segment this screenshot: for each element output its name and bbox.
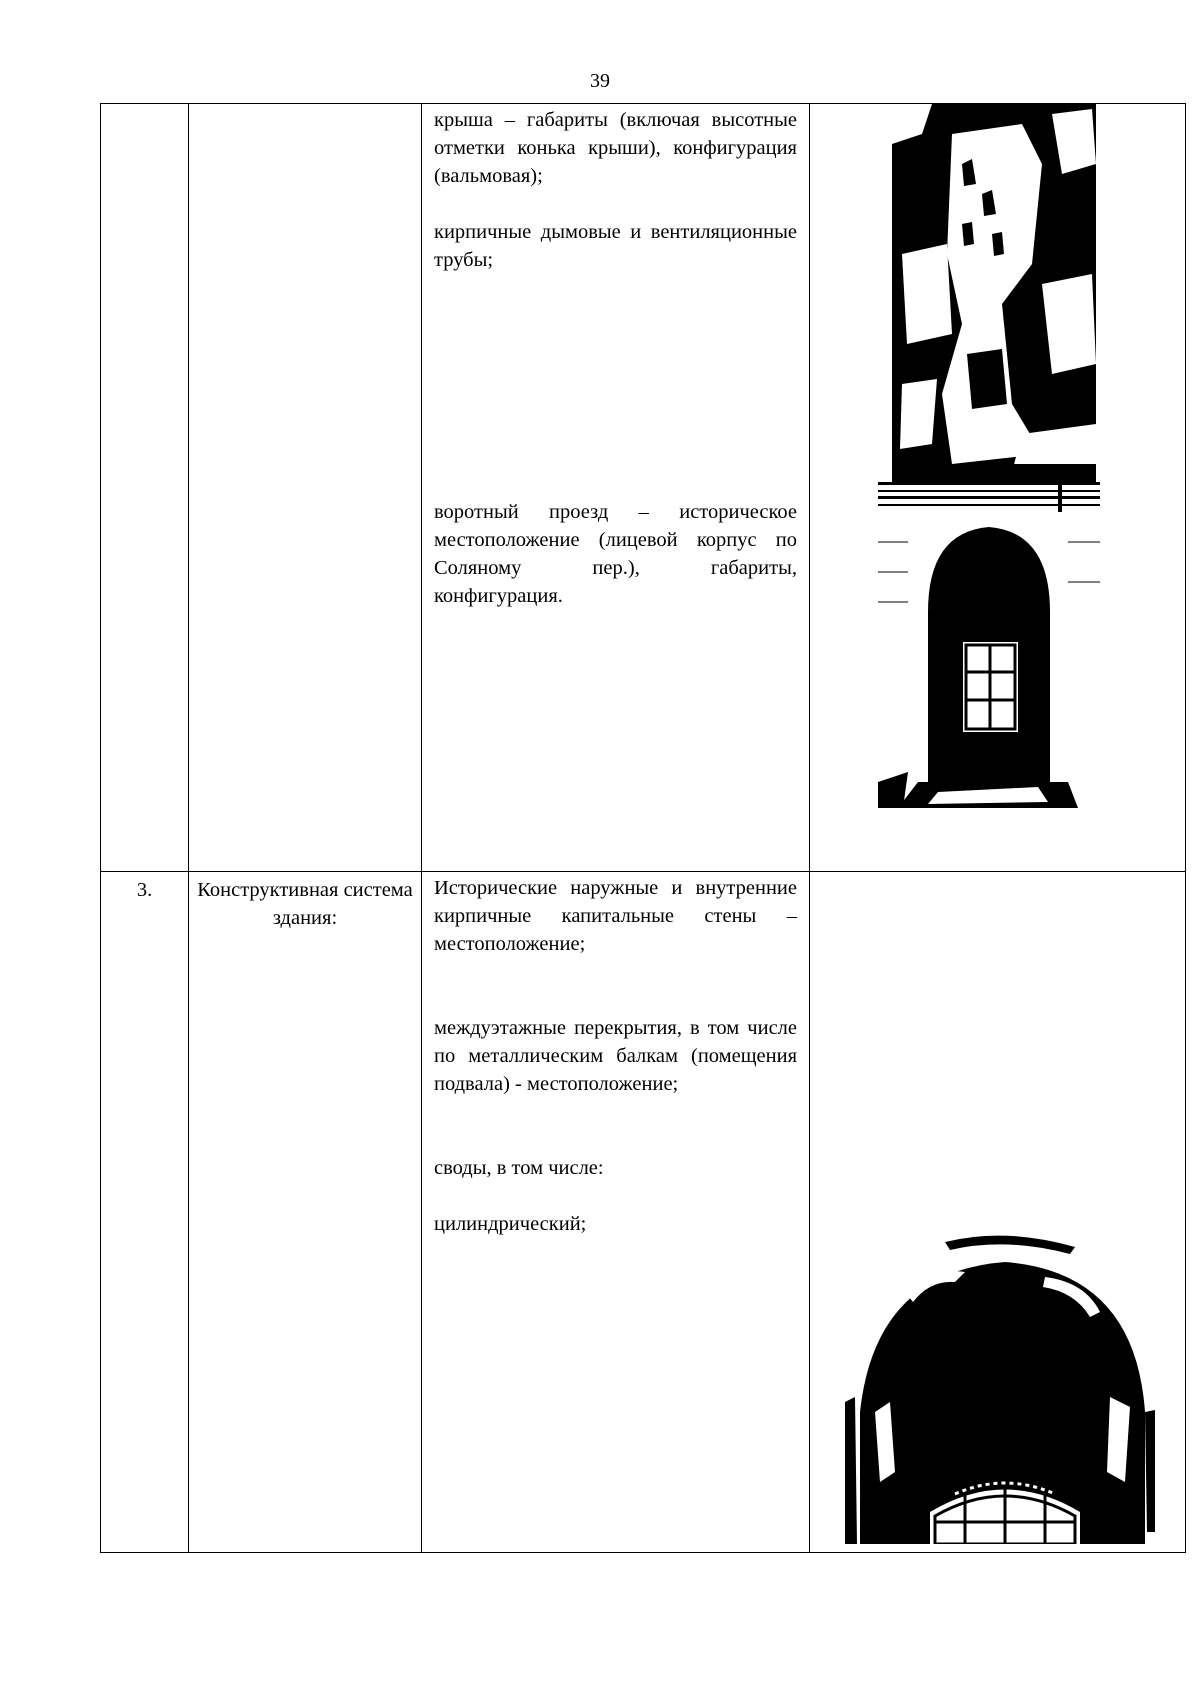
description-paragraph: цилиндрический;	[434, 1213, 587, 1235]
row-name-cell	[189, 104, 422, 872]
row-description-cell	[422, 104, 810, 872]
table-row	[101, 104, 1186, 872]
photo-cell	[810, 104, 1186, 872]
description-paragraph: крыша – габариты (включая высотные отметки конька крыши), конфигурация (вальмовая);	[434, 109, 797, 187]
description-paragraph: своды, в том числе:	[434, 1157, 604, 1179]
description-paragraph: Исторические наружные и внутренние кирпичные капитальные стены – местоположение;	[434, 877, 797, 955]
monument-subject-table	[100, 103, 1186, 1553]
row-number: 3.	[136, 879, 153, 901]
roof-aerial-photo	[892, 104, 1096, 494]
description-paragraph: воротный проезд – историческое местоположение (лицевой корпус по Соляному пер.), габариты, конфигурация.	[434, 501, 797, 607]
cylindrical-vault-photo	[845, 1232, 1155, 1544]
row-name-cell	[189, 872, 422, 1553]
description-paragraph: междуэтажные перекрытия, в том числе по металлическим балкам (помещения подвала) - местоположение;	[434, 1017, 797, 1095]
row-name: Конструктивная система здания:	[197, 879, 413, 929]
photo-cell	[810, 872, 1186, 1553]
row-description-cell	[422, 872, 810, 1553]
row-number	[101, 104, 188, 108]
page-number: 39	[590, 70, 610, 92]
description-paragraph: кирпичные дымовые и вентиляционные трубы;	[434, 221, 797, 271]
gate-passage-photo	[878, 482, 1100, 808]
row-number-cell	[101, 872, 189, 1553]
table-row	[101, 872, 1186, 1553]
row-name	[189, 104, 421, 108]
row-number-cell	[101, 104, 189, 872]
